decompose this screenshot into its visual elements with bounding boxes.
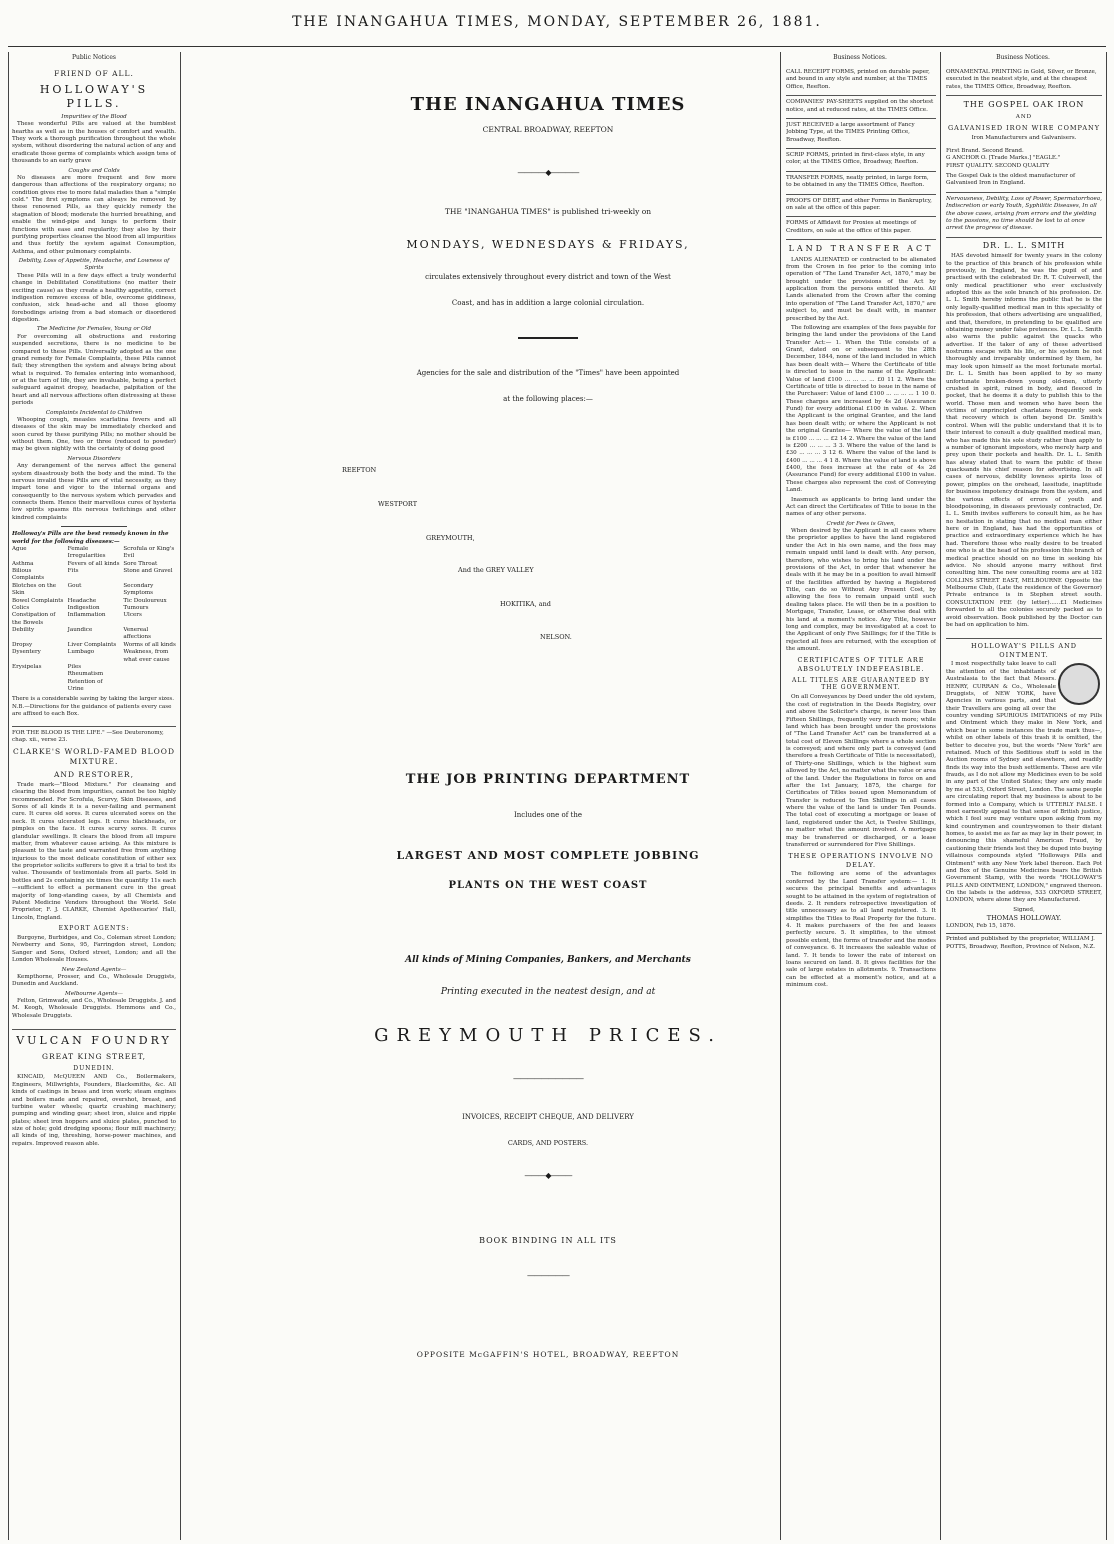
paper-title: THE INANGAHUA TIMES	[410, 94, 686, 115]
paragraph: Any derangement of the nerves affect the general system disastrously both the body and the mind. To the nervous invalid these Pills are of vital necessity, as they impart tone and vigor to the internal organs and consequently to the nervous system which pervades and connects them. Hence their marvellous cures of hysteria low spirits spasms fits nervous twitchings and other kindred complaints	[12, 463, 176, 521]
cure-item: Colics	[12, 604, 30, 611]
ad-scrip-forms: SCRIP FORMS, printed in first-class style, in any color, at the TIMES Office, Broadway, Reefton.	[786, 149, 936, 172]
all-kinds-line: All kinds of Mining Companies, Bankers, and Merchants	[405, 955, 691, 965]
galv-title: GALVANISED IRON WIRE COMPANY	[947, 123, 1100, 132]
ad-affidavit: FORMS of Affidavit for Proxies at meetings of Creditors, on sale at the office of this paper.	[786, 217, 936, 240]
vulcan-title: VULCAN FOUNDRY	[16, 1034, 172, 1048]
ad-call-receipt: CALL RECEIPT FORMS, printed on durable paper, and bound in any style and number, at the TIMES Office, Reefton.	[786, 66, 936, 96]
paragraph: These wonderful Pills are valued at the humblest hearths as well as in the houses of comfort and wealth. They work a thorough purification throughout the whole system, without disordering the natural action of any and eradicate those germs of complaints which assign tens of thousands to an early grave	[12, 121, 176, 165]
dash-divider: ————◆————	[517, 168, 579, 177]
column-rule	[940, 52, 941, 1540]
brand-line-1: First Brand. Second Brand.	[946, 147, 1024, 154]
place-grey-valley: And the GREY VALLEY	[458, 566, 534, 574]
cure-item: Dysentery	[12, 649, 41, 656]
cure-item	[123, 664, 176, 671]
coast-line: Coast, and has in addition a large colonial circulation.	[451, 299, 645, 307]
cure-item: Liver Complaints	[67, 641, 117, 648]
divider	[946, 631, 1102, 639]
place-reefton: REEFTON	[342, 466, 377, 474]
paragraph: The following are some of the advantages conferred by the Land Transfer system:— 1. It secures the principal benefits and advantages sought to be attained in the system of registration of deeds. 2. It renders retrospective investigation of title unnecessary as to all land registered. 3. It simplifies the Titles to Real Property for the future. 4. It makes purchasers of the fee and leases perfectly secure. 5. It simplifies, to the utmost possible extent, the forms of transfer and the modes of conveyance. 6. It increases the saleable value of land. 7. It tends to lower the rate of interest on loans secured on land. 8. It gives facilities for the sale of large estates in allotments. 9. Transactions can be effected at a moment's notice, and at a minimum cost.	[786, 871, 936, 989]
dash-divider: ———◆———	[524, 1171, 572, 1180]
cure-item: Inflammation	[67, 612, 106, 619]
paragraph: On all Conveyances by Deed under the old system, the cost of registration in the Deeds Registry, over and above the Solicitor's charge, is never less than Fifteen Shillings, frequently very much more; while land which has been brought under the provisions of "The Land Transfer Act" can be transferred at a total cost of Eleven Shillings where a whole section is conveyed; and where only part is conveyed (and therefore a fresh Certificate of Title is necessitated), of Thirty-one Shillings, which is the highest sum allowed by the Act, no matter what the value or area of the land. Under the Regulations in force on and after the 1st January, 1875, the charge for Certificates of Titles issued upon Memorandum of Transfer is reduced to Ten Shillings in all cases where the value of the land is under Ten Pounds. The total cost of executing a mortgage or lease of land, registered under the Act, is Twelve Shillings, no matter what the amount involved. A mortgage may be transferred or discharged, or a lease transferred or surrendered for Five Shillings.	[786, 694, 936, 848]
cure-item: Lumbago	[67, 649, 95, 656]
agencies-line: Agencies for the sale and distribution of the "Times" have been appointed	[416, 369, 680, 377]
cure-item: Ague	[12, 545, 27, 552]
job-title: THE JOB PRINTING DEPARTMENT	[405, 772, 691, 787]
blood-life: FOR THE BLOOD IS THE LIFE." —See Deuteronomy, chap. xii., verse 23.	[12, 729, 164, 743]
subhead: Coughs and Colds	[68, 167, 120, 174]
cure-item: Gout	[67, 582, 82, 589]
iron-manufacturers: Iron Manufacturers and Galvanisers.	[971, 134, 1077, 141]
vulcan-city: DUNEDIN.	[73, 1064, 115, 1072]
divider	[12, 719, 176, 727]
dash-divider: ——————	[527, 1271, 569, 1280]
subhead: Debility, Loss of Appetite, Headache, and Lowness of Spirits	[18, 258, 170, 272]
brand-line-2: G ANCHOR O. [Trade Marks.] "EAGLE."	[946, 155, 1061, 162]
includes-line: Includes one of the	[514, 811, 582, 819]
paragraph: No diseases are more frequent and few more dangerous than affections of the respiratory organs; no condition gives rise to more fatal maladies than a "simple cold." The first symptoms can always be removed by these renowned Pills, as they quickly remedy the stagnation of blood; moderate the hurried breathing, and enable the wind-pipe and lungs to perform their functions with ease and regularity; they also by their purifying properties cleanse the blood from all impurities and thus fortify the system against Consumption, Asthma, and other pulmonary complaints.	[12, 174, 176, 255]
cure-item: Bowel Complaints	[12, 597, 64, 604]
column-rule	[1106, 52, 1107, 1540]
cure-item: Constipation of the Bowels	[12, 612, 56, 626]
ad-ornamental: ORNAMENTAL PRINTING in Gold, Silver, or Bronze, executed in the neatest style, and at the cheapest rates, the TIMES Office, Broadway, Reefton.	[946, 66, 1102, 96]
business-column-2	[946, 66, 1102, 1536]
circulates-line: circulates extensively throughout every district and town of the West	[425, 273, 671, 281]
header-business-notices: Business Notices.	[833, 54, 887, 61]
cure-item: Scrofula or King's Evil	[123, 545, 175, 560]
holloway-date: LONDON, Feb 15, 1876.	[946, 922, 1016, 929]
cure-item	[123, 671, 176, 678]
subhead: Credit for Fees is Given,	[826, 520, 896, 527]
land-transfer-title: LAND TRANSFER ACT	[788, 244, 934, 253]
cure-item: Stone and Gravel	[123, 568, 173, 575]
friend-title: FRIEND OF ALL.	[54, 69, 134, 78]
ops-title: THESE OPERATIONS INVOLVE NO DELAY.	[788, 852, 934, 869]
cure-item: Asthma	[12, 560, 34, 567]
header-public-notices: Public Notices	[71, 54, 117, 61]
cures-list	[12, 546, 176, 694]
subhead: Melbourne Agents—	[65, 990, 123, 997]
divider	[12, 1022, 176, 1030]
left-column	[12, 66, 176, 1536]
gospel-text: The Gospel Oak is the oldest manufacturer of Galvanised Iron in England.	[946, 170, 1102, 193]
place-westport: WESTPORT	[378, 500, 418, 508]
opposite-line: OPPOSITE McGAFFIN'S HOTEL, BROADWAY, REEFTON	[416, 1350, 680, 1359]
cure-item: Worms of all kinds	[123, 641, 176, 648]
binding-line: BOOK BINDING IN ALL ITS	[479, 1236, 617, 1245]
cure-item: Debility	[12, 627, 35, 634]
subhead: Nervous Disorders	[67, 455, 121, 462]
paragraph: Felton, Grimwade, and Co., Wholesale Druggists. J. and M. Keogh, Wholesale Druggists. Hemmons and Co., Wholesale Druggists.	[12, 998, 176, 1019]
dr-smith-title: DR. L. L. SMITH	[982, 240, 1066, 250]
paragraph: Kempthorne, Prosser, and Co., Wholesale Druggists, Dunedin and Auckland.	[12, 973, 176, 988]
cure-item: Fits	[67, 568, 79, 575]
guaranteed-title: ALL TITLES ARE GUARANTEED BY THE GOVERNMENT.	[792, 676, 930, 692]
paragraph: Trade mark—"Blood Mixture." For cleansing and clearing the blood from impurities, cannot be too highly recommended. For Scrofula, Scurvy, Skin Diseases, and Sores of all kinds it is a never-failing and permanent cure. It cures old sores. It cures ulcerated sores on the neck. It cures ulcerated legs. It cures blackheads, or pimples on the face. It cures scurvy sores. It cures glandular swellings. It clears the blood from all impure matter, from whatever cause arising. As this mixture is pleasant to the taste and warranted free from anything injurious to the most delicate constitution of either sex the proprietor solicits sufferers to give it a trial to test its value. Thousands of testimonials from all parts. Sold in bottles and 2s containing six times the quantity 11s each—sufficient to effect a permanent cure in the great majority of long-standing cases, by all Chemists and Patent Medicine Vendors throughout the World. Sole Proprietor, F. J. CLARKE, Chemist Apothecaries' Hall, Lincoln, England.	[12, 781, 176, 921]
subhead: The Medicine for Females, Young or Old	[36, 326, 152, 333]
restorer-title: AND RESTORER,	[54, 770, 134, 780]
paper-address: CENTRAL BROADWAY, REEFTON	[482, 125, 614, 134]
nb-note: N.B.—Directions for the guidance of patients every case are affixed to each Box.	[12, 703, 172, 718]
vulcan-street: GREAT KING STREET,	[41, 1051, 147, 1061]
nervousness-ad: Nervousness, Debility, Loss of Power, Spermatorrhoea, Indiscretion or early Youth, Syphilitic Diseases, In all the above cases, arising from errors and the yielding to the passions, no time should be lost to at once arrest the progress of disease.	[946, 193, 1102, 238]
cards-line: CARDS, AND POSTERS.	[507, 1139, 589, 1147]
invoices-line: INVOICES, RECEIPT CHEQUE, AND DELIVERY	[462, 1113, 634, 1121]
gospel-and: AND	[1015, 113, 1033, 120]
saving-note: There is a considerable saving by taking the larger sizes.	[12, 696, 175, 703]
short-rule	[518, 337, 578, 339]
largest-line: LARGEST AND MOST COMPLETE JOBBING	[396, 849, 700, 862]
best-remedy: Holloway's Pills are the best remedy known in the world for the following diseases:—	[12, 531, 169, 545]
divider	[61, 526, 127, 527]
cure-item: Tumours	[123, 604, 149, 611]
days-line: MONDAYS, WEDNESDAYS & FRIDAYS,	[406, 238, 690, 251]
header-business-notices-2: Business Notices.	[996, 54, 1050, 61]
paragraph: HAS devoted himself for twenty years in the colony to the practice of this branch of his profession while previously, in England, he was the pupil of and practised with the celebrated Dr. R. T. Culverwell, the only medical practitioner who ever exclusively adopted this as the sole branch of his profession. Dr. L. L. Smith hereby informs the public that he is the only legally-qualified medical man in this speciality of his profession, that others advertising are unqualified, and that, therefore, in pretending to be qualified are obtaining money under false pretences. Dr. L. L. Smith also warns the public against the quacks who advertise. If the taker of any of these advertised nostrums escape with his life, or his system be not thoroughly and irreparably undermined by them, he may look upon himself as the most fortunate mortal. Dr. L. L. Smith has been applied to by so many unfortunate broken-down young old-men, utterly crushed in spirit, ruined in body, and fleeced in pocket, that he deems it a duty to publish this to the world. Those men and women who have been the victims of unprincipled charlatans frequently seek that recovery which is often beyond Dr. Smith's control. When will the public understand that it is to their interest to consult a duly qualified medical man, who has made this his sole study rather than apply to a number of ignorant impostors, who merely harp and prey upon their pockets and health. Dr. L. L. Smith has alway stated that to warn the public of these quacksands his chief reason for advertising. In all cases of nervous, debility lowness spirits loss of power, pimples on the orehead, lassitude, inaptitude for business impotency drainage from the system, and the various effects of errors of youth and bloodpoisoning, in diseases previously contracted, Dr. L. L. Smith invites sufferers to consult him, as he has no hesitation in stating that no medical man either here or in England, has had the opportunities of practice and extraordinary experience which he has had. Therefore those who really desire to be treated one who is at the head of his profession this branch of medical practice should on no time in seeking his advice. No should anyone marry without first consulting him. The new consulting rooms are at 182 COLLINS STREET EAST, MELBOURNE Opposite the Melbourne Club, (Late the residence of the Governor) Private entrance is in Stephen street south. CONSULTATION FEE (by letter)......£1 Medicines forwarded to all the colonies securely packed as to avoid observation. Book published by the Doctor can be had on application to him.	[946, 253, 1102, 628]
paragraph: KINCAID, McQUEEN AND Co., Boilermakers, Engineers, Millwrights, Founders, Blacksmiths, &c. All kinds of castings in brass and iron work; steam engines and boilers made and repaired, overshot, breast, and turbine water wheels; quartz crushing machinery; pumping and winding gear; sheet iron, sluice and ripple plates; sheet iron hoppers and sluice plates, punched to size of hole; gold dredging spoons; flour mill machinery; all kinds of ing, threshing, horse-power machines, and repairs. Improved reason able.	[12, 1074, 176, 1147]
masthead: THE INANGAHUA TIMES, MONDAY, SEPTEMBER 26, 1881.	[292, 14, 822, 30]
paragraph: The following are examples of the fees payable for bringing the land under the provisions of the Land Transfer Act:— 1. When the Title consists of a Grant, dated on or subsequent to the 28th December, 1844, none of the land included in which has been dealt with— Where the Certificate of title is directed to issue in the name of the Applicant: Value of land £100 ... ... ... ... £0 11 2. Where the Certificate of title is directed to issue in the name of the Purchaser: Value of land £100 ... ... ... ... 1 10 0. These charges are increased by 4s 2d (Assurance Fund) for every additional £100 in value. 2. When the Applicant is the original Grantee, and the land has been dealt with; or where the Applicant is not the original Grantee— Where the value of the land is £100 ... ... ... £2 14 2. Where the value of the land is £200 ... ... ... 3 3. Where the value of the land is £30 ... ... ... 3 12 6. Where the value of the land is £400 ... ... ... 4 1 8. Where the value of land is above £400, the fees increase at the rate of 4s 2d (Assurance Fund) for every additional £100 in value. These charges also represent the cost of Conveying Land.	[786, 324, 936, 494]
cure-item: Venereal affections	[123, 627, 151, 641]
ad-proofs-of-debt: PROOFS OF DEBT, and other Forms in Bankruptcy, on sale at the office of this paper.	[786, 195, 936, 218]
cure-item: Fevers of all kinds	[67, 560, 120, 567]
subhead: Complaints Incidental to Children	[45, 409, 143, 416]
cure-item: Weakness, from what ever cause	[123, 649, 170, 663]
cure-item: Retention of Urine	[67, 678, 103, 693]
cure-item: Erysipelas	[12, 663, 42, 670]
column-rule	[780, 52, 781, 1540]
cure-item: Female Irregularities	[67, 545, 106, 560]
following-line: at the following places:—	[503, 395, 593, 403]
place-greymouth: GREYMOUTH,	[426, 534, 475, 542]
column-rule	[180, 52, 181, 1540]
cure-item: Rheumatism	[67, 671, 104, 678]
ad-just-received: JUST RECEIVED a large assortment of Fancy Jobbing Type, at the TIMES Printing Office, Broadway, Reefton.	[786, 119, 936, 149]
cure-item: Dropsy	[12, 641, 33, 648]
signed: Signed,	[1013, 906, 1035, 913]
paragraph: These Pills will in a few days effect a truly wonderful change in Debilitated Constitutions (no matter their exciting cause) as they create a healthy appetite, correct indigestion remove excess of bile, overcome giddiness, confusion, sick head-ache and all those gloomy forebodings arising from a bad stomach or disordered digestion.	[12, 272, 176, 324]
cure-item: Jaundice	[67, 627, 93, 634]
subhead: Impurities of the Blood	[61, 113, 127, 120]
place-hokitika: HOKITIKA, and	[500, 600, 551, 608]
cure-item	[12, 671, 65, 678]
paragraph: I most respectfully take leave to call the attention of the inhabitants of Australasia to the fact that Messrs. HENRY, CURRAN & Co., Wholesale Druggists, of NEW YORK, have Agencies in various parts, and that their Travellers are going all over the country vending SPURIOUS IMITATIONS of my Pills and Ointment which they make in New York, and which bear in some instances the trade mark thus—, whilst on other labels of this trash it is omitted, the better to deceive you, but the words "New York" are retained. Much of this Seditious stuff is sold in the Auction rooms of Sydney and elsewhere, and readily finds its way into the bush settlements. These are vile frauds, as I do not allow my Medicines even to be sold in any part of the United States; they are only made by me at 533, Oxford Street, London. The same people are circulating report that my business is about to be formed into a Company, which is UTTERLY FALSE. I most earnestly appeal to that sense of British justice, which I feel sure may venture upon asking from my kind countrymen and countrywomen to their distant homes, to assist me as far as may lay in their power, in denouncing this shameful American Fraud, by cautioning their friends lest they be duped into buying villainous compounds styled "Holloways Pills and Ointment" with any New York label thereon. Each Pot and Box of the Genuine Medicines bears the British Government Stamp, with the words "HOLLOWAY'S PILLS AND OINTMENT, LONDON," engraved thereon. On the labels is the address, 533 OXFORD STREET, LONDON, where alone they are Manufactured.	[946, 661, 1102, 904]
cure-item: Tic Douloureux	[123, 597, 167, 604]
ad-transfer-forms: TRANSFER FORMS, neatly printed, in large form, to be obtained in any the TIMES Office, Reefton.	[786, 172, 936, 195]
paragraph: When desired by the Applicant in all cases where the proprietor applies to have the land registered under the Act in his own name, and the fees may remain unpaid until land is dealt with. Any person, therefore, who wishes to bring his land under the provisions of the Act, in order that whenever he deals with it he may be in a position to avail himself of the facilities afforded by having a Registered Title, can do so Without Any Present Cost, by allowing the fees to remain unpaid until such dealing takes place. He will then be in a position to Mortgage, Transfer, Lease, or otherwise deal with his land at a moment's notice. Any Title, however long and complex, may be investigated at a cost to the Applicant of only Five Shillings; for if the Title is rejected all fees are returned, with the exception of the amount.	[786, 528, 936, 653]
dash-divider: ——————————	[513, 1074, 583, 1083]
cure-item: Bilious Complaints	[12, 568, 45, 582]
plants-line: PLANTS ON THE WEST COAST	[448, 880, 648, 891]
holloway-ointment-title: HOLLOWAY'S PILLS AND OINTMENT.	[970, 642, 1078, 659]
paragraph: For overcoming all obstructions and restoring suspended secretions, there is no medicine to be compared to these Pills. Universally adopted as the one grand remedy for Female Complaints, these Pills cannot fail; they strengthen the system and always bring about what is required. To females entering into womanhood, or at the turn of life, they are invaluable, being a perfect safeguard against dropsy, headache, palpitation of the heart and all nervous affections often distressing at these periods	[12, 333, 176, 407]
export-title: EXPORT AGENTS:	[58, 925, 130, 933]
holloway-title: HOLLOWAY'S PILLS.	[39, 82, 149, 111]
column-rule	[8, 52, 9, 1540]
holloway-name: THOMAS HOLLOWAY.	[986, 914, 1062, 923]
cure-item	[123, 679, 176, 694]
cure-item: Piles	[67, 663, 82, 670]
gospel-title: THE GOSPEL OAK IRON	[963, 100, 1085, 110]
cure-item	[12, 679, 65, 694]
center-column	[318, 64, 778, 403]
paragraph: Whooping cough, measles scarlatina fevers and all diseases of the skin may be immediately checked and soon cured by these purifying Pills; no mother should be without them. One, two or three (reduced to powder) may be given nightly with the certainty of doing good	[12, 416, 176, 453]
business-column-1	[786, 66, 936, 1536]
cure-item: Headache	[67, 597, 97, 604]
brand-line-3: FIRST QUALITY. SECOND QUALITY	[946, 162, 1050, 169]
printed-by: Printed and published by the proprietor, WILLIAM J. POTTS, Broadway, Reefton, Province of Nelson, N.Z.	[946, 933, 1102, 951]
cure-item: Ulcers	[123, 612, 142, 619]
cure-item: Secondary Symptoms	[123, 582, 154, 597]
cure-item: Indigestion	[67, 604, 100, 611]
clarkes-title: CLARKE'S WORLD-FAMED BLOOD MIXTURE.	[13, 747, 175, 767]
top-rule	[8, 46, 1106, 47]
cure-item: Blotches on the Skin	[12, 582, 57, 597]
cert-title: CERTIFICATES OF TITLE ARE ABSOLUTELY INDEFEASIBLE.	[797, 656, 925, 673]
subhead: New Zealand Agents—	[61, 966, 127, 973]
greymouth-prices: GREYMOUTH PRICES.	[374, 1025, 722, 1046]
paragraph: Burgoyne, Burbidges, and Co., Coleman street London; Newberry and Sons, 95, Farringdon street, London; Sanger and Sons, Oxford street, London; and all the London Wholesale Houses.	[12, 935, 176, 964]
pub-line: THE "INANGAHUA TIMES" is published tri-weekly on	[444, 207, 652, 216]
cure-item: Sore Throat	[123, 560, 158, 567]
paragraph: Inasmuch as applicants to bring land under the Act can direct the Certificates of Title to issue in the names of any other persons.	[786, 496, 936, 518]
place-nelson: NELSON.	[540, 633, 572, 641]
printing-line: Printing executed in the neatest design, and at	[440, 987, 656, 997]
ad-pay-sheets: COMPANIES' PAY-SHEETS supplied on the shortest notice, and at reduced rates, at the TIMES Office.	[786, 96, 936, 119]
paragraph: LANDS ALIENATED or contracted to be alienated from the Crown in fee prior to the coming into operation of "The Land Transfer Act, 1870," may be brought under the provisions of the Act by application from the persons entitled thereto. All Lands alienated from the Crown after the coming into operation of "The Land Transfer Act, 1870," are subject to, and must be dealt with, in manner prescribed by the Act.	[786, 256, 936, 322]
job-printing-block	[318, 772, 778, 1359]
